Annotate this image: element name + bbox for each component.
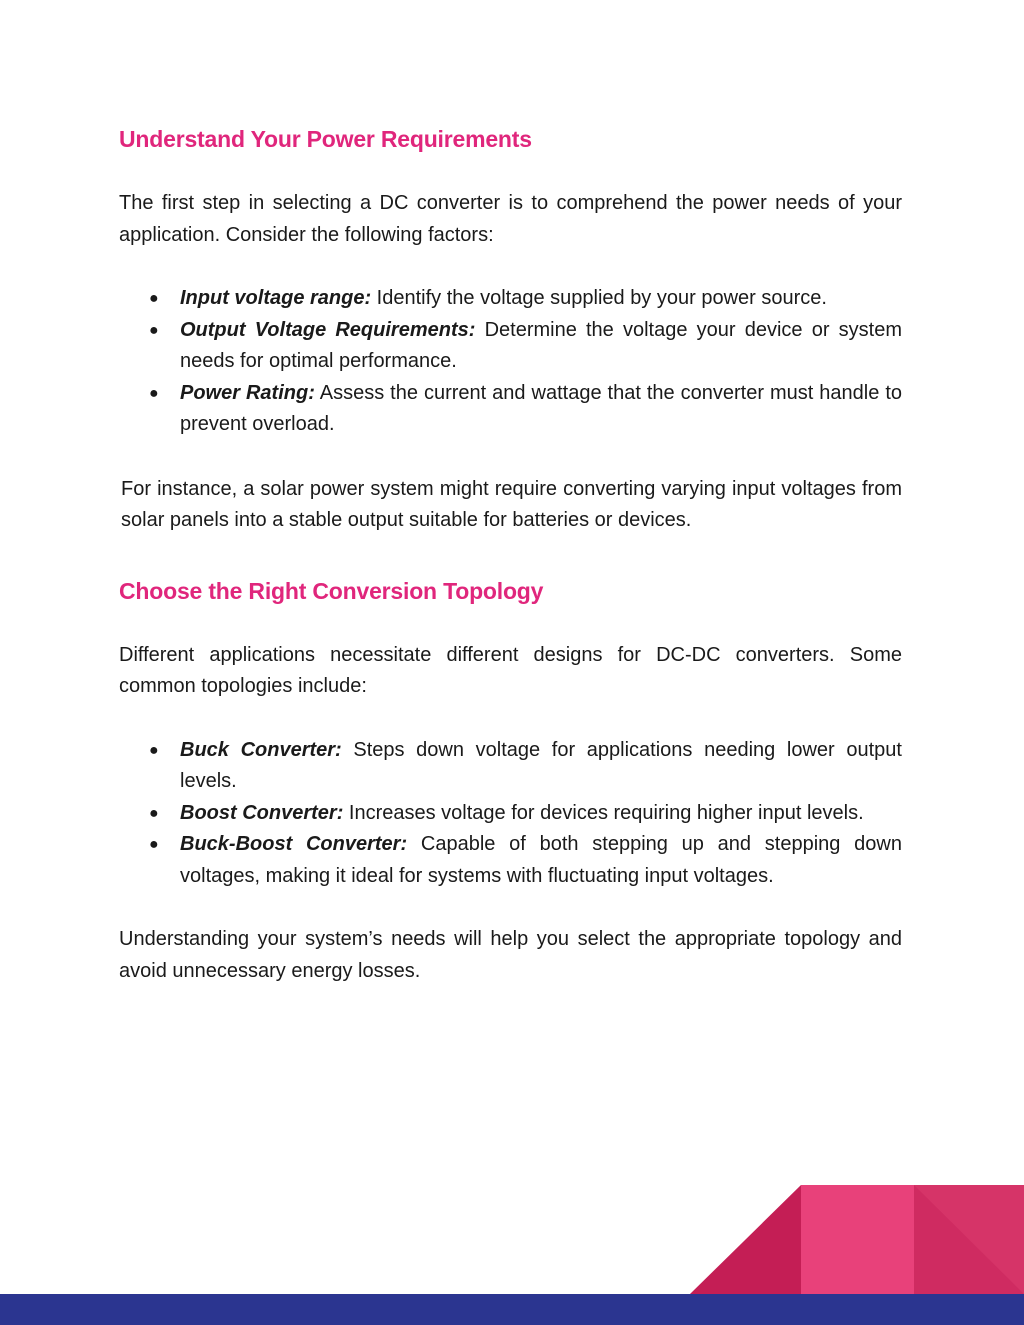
bullet-icon: ● bbox=[149, 804, 159, 822]
list-item-text: Capable of both stepping up and stepping down voltages, making it ideal for systems with fluctuating input voltages. bbox=[180, 833, 902, 887]
list-item bbox=[149, 735, 902, 798]
section1-outro-wrap bbox=[119, 474, 902, 537]
corner-triangle-left bbox=[690, 1185, 801, 1294]
list-item-term: Output Voltage Requirements: bbox=[180, 318, 476, 341]
list-item-term: Buck-Boost Converter: bbox=[180, 833, 408, 855]
section-heading-power-requirements: Understand Your Power Requirements bbox=[119, 126, 532, 152]
topologies-list bbox=[119, 735, 902, 893]
list-item bbox=[149, 283, 902, 315]
corner-decoration bbox=[690, 1185, 1024, 1294]
list-item bbox=[149, 315, 902, 378]
power-factors-list bbox=[119, 283, 902, 441]
section1-outro: For instance, a solar power system might require converting varying input voltages from solar panels into a stable output suitable for batteries or devices. bbox=[121, 477, 902, 531]
list-item-term: Boost Converter: bbox=[180, 801, 344, 824]
list-item-text: Steps down voltage for applications needing lower output levels. bbox=[180, 738, 902, 792]
list-item bbox=[149, 378, 903, 441]
bullet-icon: ● bbox=[149, 384, 159, 402]
section1-intro: The first step in selecting a DC converter is to comprehend the power needs of your application. Consider the following factors: bbox=[119, 192, 902, 246]
list-item-text: Identify the voltage supplied by your power source. bbox=[371, 287, 827, 309]
document-body bbox=[119, 122, 902, 987]
list-item-text: Increases voltage for devices requiring higher input levels. bbox=[343, 801, 864, 824]
bullet-icon: ● bbox=[149, 741, 159, 759]
list-item-text: Determine the voltage your device or system needs for optimal performance. bbox=[180, 318, 902, 372]
section2-intro: Different applications necessitate different designs for DC-DC converters. Some common topologies include: bbox=[119, 643, 902, 697]
bullet-icon: ● bbox=[149, 290, 159, 307]
bullet-icon: ● bbox=[149, 836, 159, 853]
section2-outro: Understanding your system’s needs will help you select the appropriate topology and avoid unnecessary energy losses. bbox=[119, 928, 902, 982]
list-item-term: Buck Converter: bbox=[180, 738, 342, 761]
bullet-icon: ● bbox=[149, 321, 159, 339]
section-heading-conversion-topology: Choose the Right Conversion Topology bbox=[119, 577, 544, 604]
corner-block-middle bbox=[801, 1185, 914, 1294]
list-item bbox=[149, 798, 902, 830]
list-item-term: Input voltage range: bbox=[180, 287, 372, 309]
list-item-text: Assess the current and wattage that the converter must handle to prevent overload. bbox=[180, 381, 903, 435]
list-item-term: Power Rating: bbox=[180, 381, 315, 404]
footer-band bbox=[0, 1294, 1024, 1325]
list-item bbox=[149, 829, 902, 892]
